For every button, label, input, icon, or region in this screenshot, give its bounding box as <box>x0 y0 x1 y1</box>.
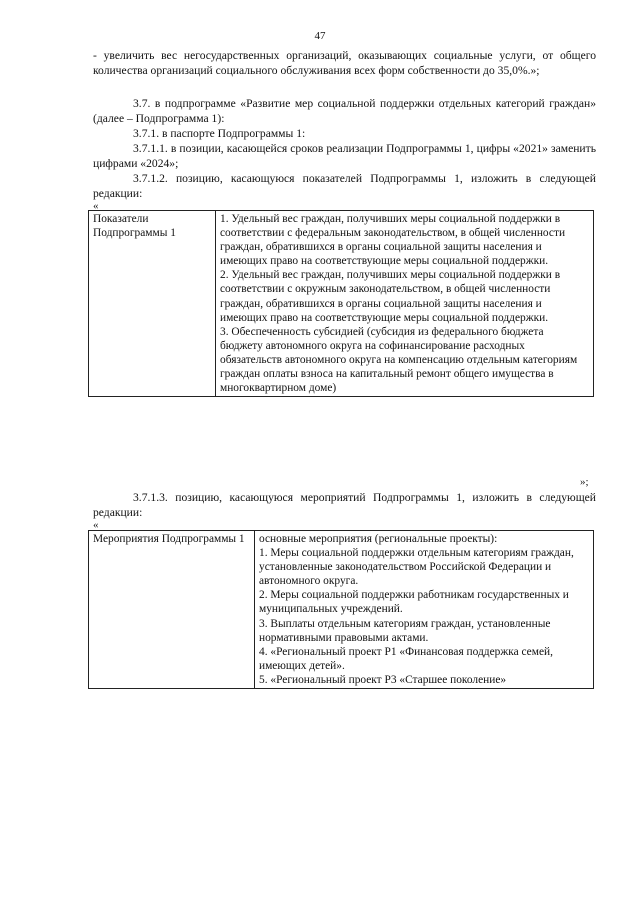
closing-quote-1: »; <box>580 476 589 488</box>
measure-item: основные мероприятия (региональные проекты): <box>259 533 498 545</box>
opening-quote-2: « <box>93 519 99 531</box>
indicators-label: Показатели Подпрограммы 1 <box>89 211 216 397</box>
measure-item: 1. Меры социальной поддержки отдельным категориям граждан, установленные законодательством Российской Федерации и автономного округа. <box>259 547 574 588</box>
measures-label: Мероприятия Подпрограммы 1 <box>89 531 255 689</box>
measure-item: 3. Выплаты отдельным категориям граждан, установленные нормативными правовыми актами. <box>259 617 551 644</box>
indicators-table <box>88 210 594 397</box>
paragraph-3-7-1-3: 3.7.1.3. позицию, касающуюся мероприятий Подпрограммы 1, изложить в следующей редакции: <box>93 491 596 519</box>
paragraph-3-7-1-2: 3.7.1.2. позицию, касающуюся показателей Подпрограммы 1, изложить в следующей редакции: <box>93 172 596 200</box>
measures-content <box>255 531 594 689</box>
opening-quote-1: « <box>93 200 99 212</box>
indicator-item: 3. Обеспеченность субсидией (субсидия из федерального бюджета бюджету автономного округа на софинансирование расходных обязательств автономного округа на компенсацию отдельным категориям граждан оплаты взноса на капитальный ремонт общего имущества в многоквартирном доме) <box>220 325 578 395</box>
paragraph-3-7: 3.7. в подпрограмме «Развитие мер социальной поддержки отдельных категорий граждан» (далее – Подпрограмма 1): <box>93 97 596 125</box>
indicators-content <box>216 211 594 397</box>
measures-table <box>88 530 594 689</box>
paragraph-3-7-1-1: 3.7.1.1. в позиции, касающейся сроков реализации Подпрограммы 1, цифры «2021» заменить цифрами «2024»; <box>93 142 596 170</box>
indicator-item: 2. Удельный вес граждан, получивших меры социальной поддержки в соответствии с окружным законодательством, в общей численности граждан, обратившихся в органы социальной защиты населения и имеющих право на соответствующие меры социальной поддержки. <box>220 269 561 324</box>
page-number: 47 <box>314 30 326 42</box>
measure-item: 2. Меры социальной поддержки работникам государственных и муниципальных учреждений. <box>259 589 569 616</box>
measure-item: 4. «Региональный проект Р1 «Финансовая поддержка семей, имеющих детей». <box>259 645 553 672</box>
paragraph-3-7-1: 3.7.1. в паспорте Подпрограммы 1: <box>133 127 306 140</box>
measure-item: 5. «Региональный проект Р3 «Старшее поколение» <box>259 673 507 686</box>
indicator-item: 1. Удельный вес граждан, получивших меры социальной поддержки в соответствии с федеральным законодательством, в общей численности граждан, обратившихся в органы социальной защиты населения и имеющих право на соответствующие меры социальной поддержки. <box>220 213 566 268</box>
paragraph-nongovernmental-share: - увеличить вес негосударственных организаций, оказывающих социальные услуги, от общего количества организаций социального обслуживания всех форм собственности до 35,0%.»; <box>93 49 596 77</box>
